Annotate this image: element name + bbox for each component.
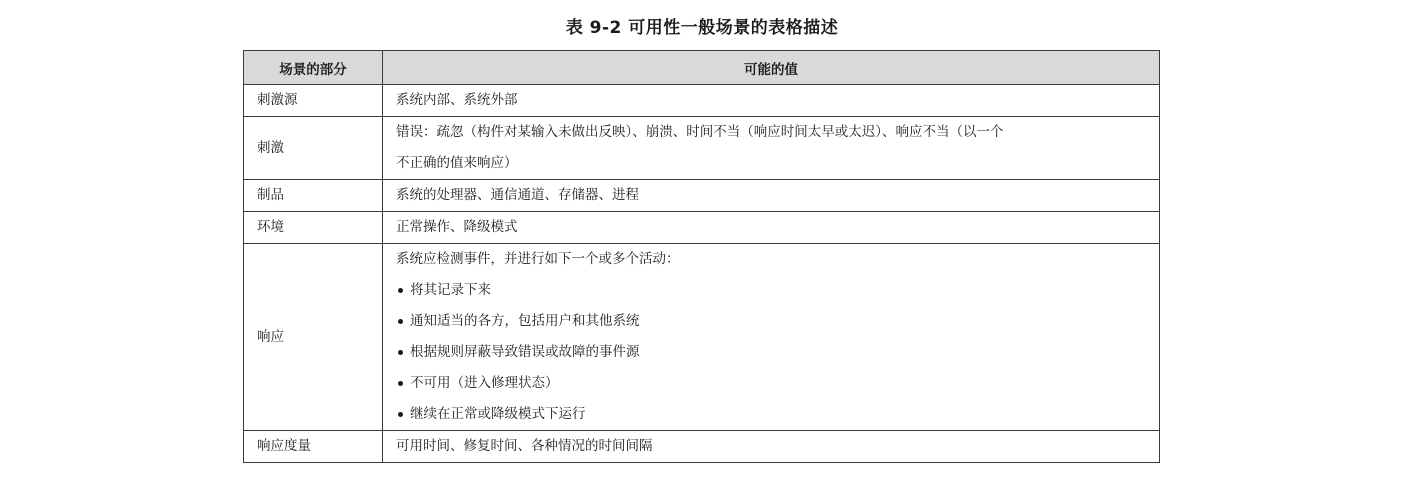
table-caption: 表 9-2 可用性一般场景的表格描述 bbox=[565, 18, 839, 38]
row-part-label: 刺激 bbox=[244, 117, 383, 180]
table-row bbox=[244, 244, 1160, 431]
list-item: 通知适当的各方，包括用户和其他系统 bbox=[396, 306, 1159, 337]
list-item: 将其记录下来 bbox=[396, 275, 1159, 306]
row-value: 系统内部、系统外部 bbox=[383, 85, 1160, 117]
response-intro: 系统应检测事件，并进行如下一个或多个活动： bbox=[396, 251, 680, 267]
list-item: 根据规则屏蔽导致错误或故障的事件源 bbox=[396, 337, 1159, 368]
row-value-line: 错误：疏忽（构件对某输入未做出反映）、崩溃、时间不当（响应时间太早或太迟）、响应不当（以一个 bbox=[396, 124, 1004, 140]
row-part-label: 响应度量 bbox=[244, 431, 383, 463]
table-row bbox=[244, 212, 1160, 244]
row-value: 系统的处理器、通信通道、存储器、进程 bbox=[383, 180, 1160, 212]
list-item: 不可用（进入修理状态） bbox=[396, 368, 1159, 399]
table-row bbox=[244, 117, 1160, 180]
header-scenario-part: 场景的部分 bbox=[244, 51, 383, 85]
list-item: 继续在正常或降级模式下运行 bbox=[396, 399, 1159, 430]
row-value bbox=[383, 117, 1160, 180]
response-bullet-list bbox=[396, 275, 1159, 430]
row-part-label: 响应 bbox=[244, 244, 383, 431]
row-value: 可用时间、修复时间、各种情况的时间间隔 bbox=[383, 431, 1160, 463]
availability-scenario-table bbox=[243, 50, 1160, 463]
table-row bbox=[244, 180, 1160, 212]
table-row bbox=[244, 431, 1160, 463]
row-part-label: 制品 bbox=[244, 180, 383, 212]
row-part-label: 环境 bbox=[244, 212, 383, 244]
row-part-label: 刺激源 bbox=[244, 85, 383, 117]
table-row bbox=[244, 85, 1160, 117]
row-value: 正常操作、降级模式 bbox=[383, 212, 1160, 244]
header-possible-values: 可能的值 bbox=[383, 51, 1160, 85]
table-header-row bbox=[244, 51, 1160, 85]
row-value bbox=[383, 244, 1160, 431]
row-value-line: 不正确的值来响应） bbox=[396, 155, 518, 171]
